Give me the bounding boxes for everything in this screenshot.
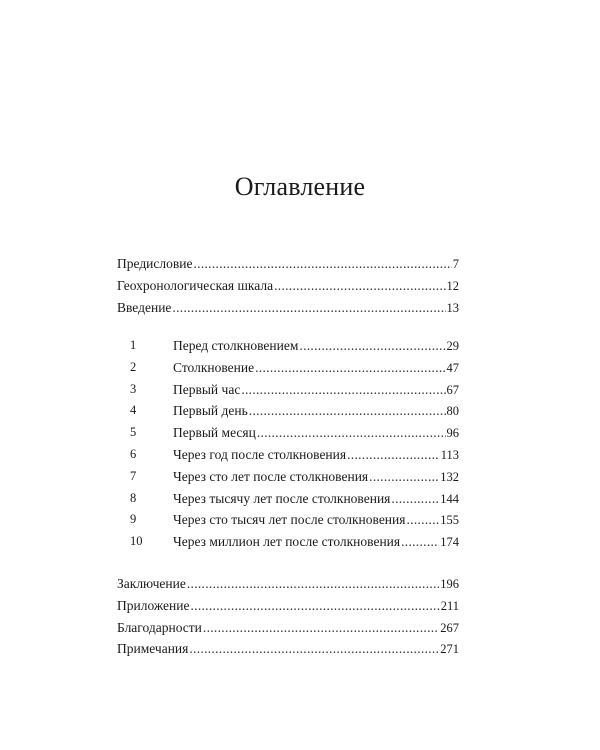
toc-entry[interactable]	[0, 638, 600, 660]
dot-leader	[190, 595, 439, 617]
dot-leader	[255, 357, 445, 379]
dot-leader	[172, 297, 445, 319]
chapter-label: Через миллион лет после столкновения	[173, 534, 401, 550]
toc-entry[interactable]	[0, 297, 600, 319]
chapter-label: Через сто лет после столкновения	[173, 468, 369, 484]
dot-leader	[401, 531, 439, 553]
dot-leader	[241, 379, 445, 401]
dot-leader	[274, 275, 445, 297]
chapter-entry[interactable]	[0, 488, 600, 510]
chapter-page-number: 155	[440, 513, 459, 528]
chapter-page-number: 174	[440, 535, 459, 550]
dot-leader	[257, 422, 446, 444]
chapter-number: 10	[130, 534, 143, 549]
chapter-entry[interactable]	[0, 379, 600, 401]
dot-leader	[203, 617, 439, 639]
chapter-page-number: 47	[446, 360, 459, 375]
dot-leader	[193, 253, 451, 275]
entry-label: Геохронологическая шкала	[117, 277, 274, 293]
chapter-number: 9	[130, 512, 137, 527]
chapter-entry[interactable]	[0, 466, 600, 488]
chapter-page-number: 132	[440, 469, 459, 484]
front-matter-list	[0, 253, 600, 318]
chapter-list	[0, 335, 600, 553]
page-title: Оглавление	[234, 172, 366, 201]
dot-leader	[187, 573, 439, 595]
chapter-label: Первый месяц	[173, 425, 256, 441]
entry-label: Благодарности	[117, 619, 202, 635]
chapter-entry[interactable]	[0, 509, 600, 531]
dot-leader	[347, 444, 440, 466]
back-matter-list	[0, 573, 600, 660]
entry-label: Приложение	[117, 597, 190, 613]
chapter-page-number: 80	[446, 404, 459, 419]
chapter-label: Через тысячу лет после столкновения	[173, 490, 391, 506]
dot-leader	[189, 638, 439, 660]
chapter-page-number: 113	[440, 447, 459, 462]
chapter-label: Перед столкновением	[173, 338, 299, 353]
chapter-label: Столкновение	[173, 359, 255, 375]
dot-leader	[406, 509, 439, 531]
chapter-number: 4	[130, 403, 137, 418]
chapter-entry[interactable]	[0, 400, 600, 422]
entry-label: Введение	[117, 299, 172, 315]
chapter-number: 8	[130, 490, 137, 505]
entry-page-number: 7	[452, 257, 459, 271]
dot-leader	[299, 335, 445, 357]
chapter-page-number: 67	[446, 382, 459, 397]
toc-entry[interactable]	[0, 253, 600, 275]
entry-page-number: 211	[440, 598, 459, 613]
chapter-entry[interactable]	[0, 531, 600, 553]
dot-leader	[369, 466, 439, 488]
chapter-entry[interactable]	[0, 357, 600, 379]
toc-entry[interactable]	[0, 617, 600, 639]
entry-label: Заключение	[117, 576, 186, 591]
chapter-label: Через сто тысяч лет после столкновения	[173, 512, 406, 528]
chapter-label: Первый день	[173, 403, 248, 419]
toc-entry[interactable]	[0, 275, 600, 297]
entry-label: Примечания	[117, 641, 189, 657]
chapter-label: Первый час	[173, 381, 241, 397]
chapter-number: 6	[130, 446, 137, 461]
entry-page-number: 12	[446, 278, 459, 293]
chapter-number: 1	[130, 338, 137, 352]
chapter-label: Через год после столкновения	[173, 446, 347, 462]
chapter-number: 5	[130, 425, 137, 440]
chapter-page-number: 29	[446, 339, 459, 353]
entry-page-number: 271	[440, 642, 459, 657]
dot-leader	[249, 400, 446, 422]
chapter-number: 2	[130, 359, 137, 374]
chapter-page-number: 144	[440, 491, 459, 506]
entry-page-number: 13	[446, 300, 459, 315]
dot-leader	[391, 488, 439, 510]
entry-page-number: 196	[440, 577, 459, 591]
chapter-page-number: 96	[446, 426, 459, 441]
toc-entry[interactable]	[0, 573, 600, 595]
chapter-entry[interactable]	[0, 444, 600, 466]
entry-page-number: 267	[440, 620, 459, 635]
entry-label: Предисловие	[117, 256, 193, 271]
chapter-entry[interactable]	[0, 335, 600, 357]
chapter-number: 7	[130, 468, 137, 483]
chapter-number: 3	[130, 381, 137, 396]
chapter-entry[interactable]	[0, 422, 600, 444]
toc-entry[interactable]	[0, 595, 600, 617]
